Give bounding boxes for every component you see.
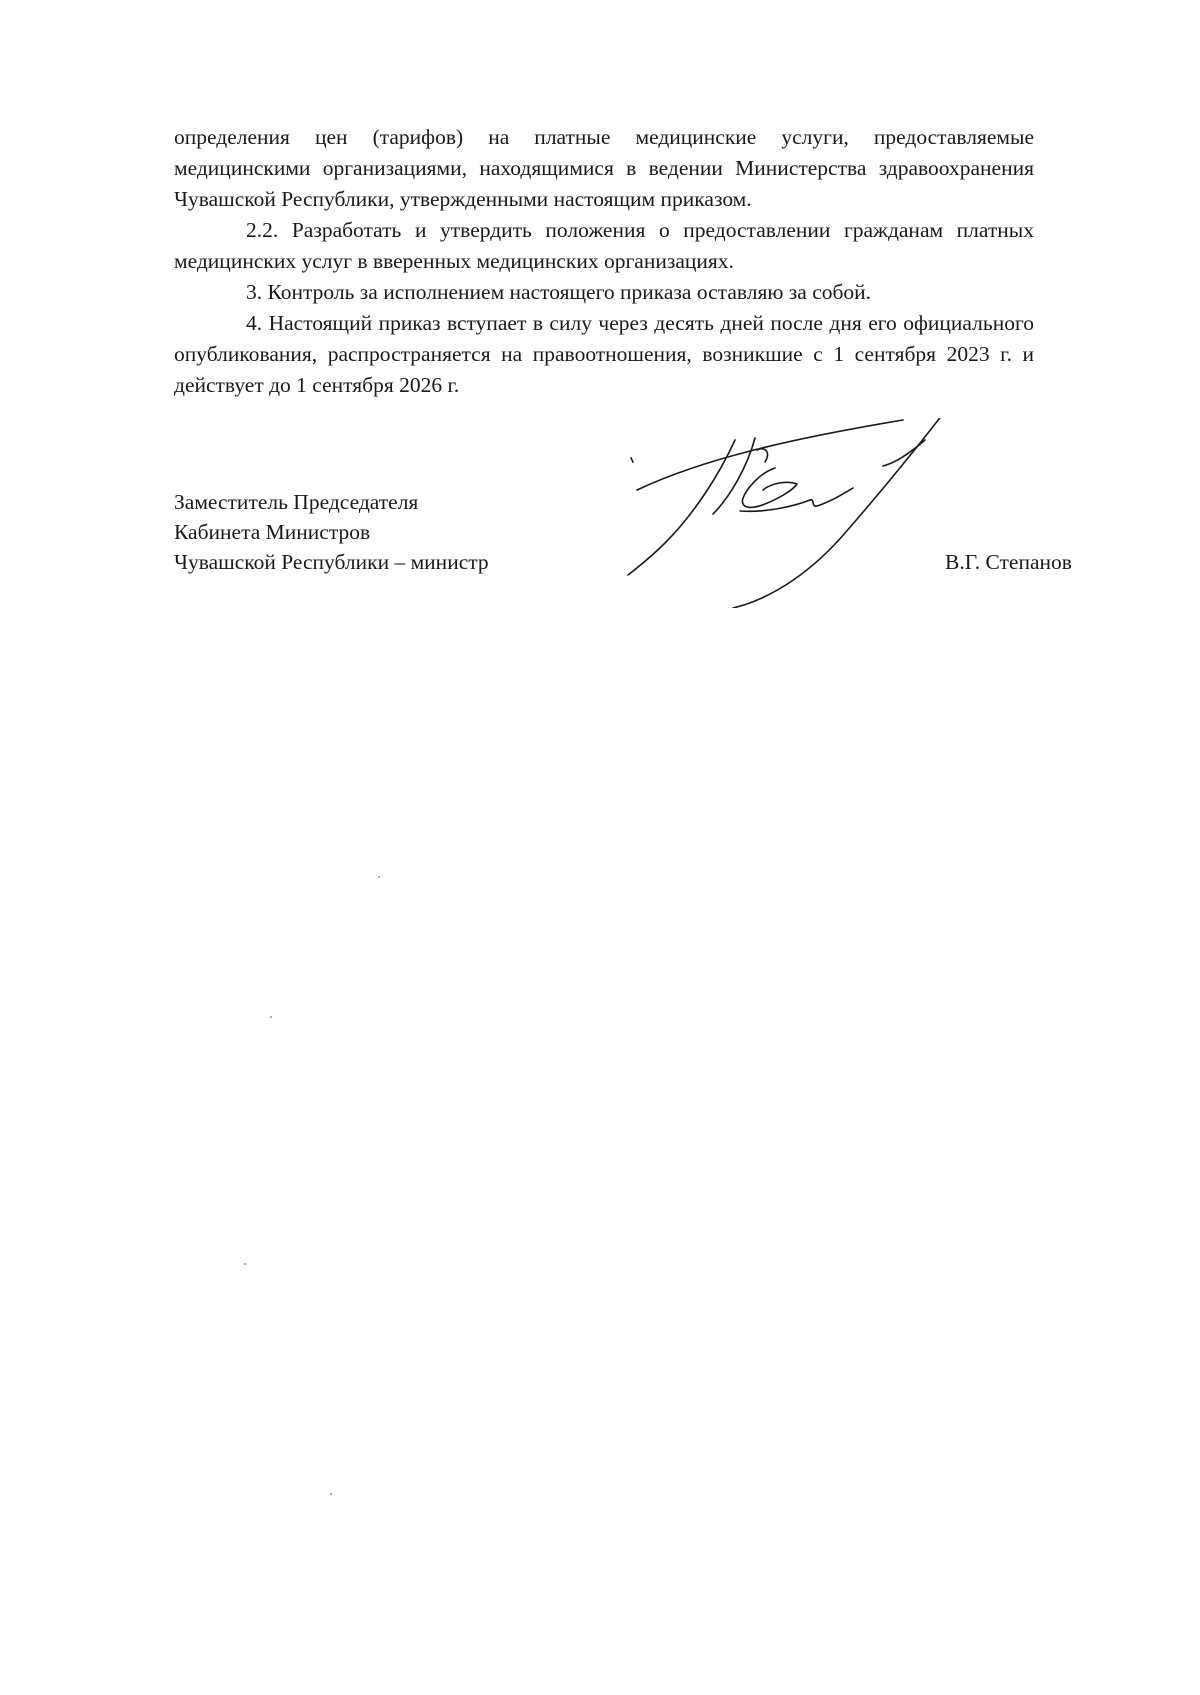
- scan-speck: [378, 876, 380, 878]
- paragraph-3: 3. Контроль за исполнением настоящего приказа оставляю за собой.: [246, 280, 872, 304]
- signature-stroke-second: [713, 438, 755, 514]
- paragraph-continuation: определения цен (тарифов) на платные медицинские услуги, предоставляемые медицинскими организациями, находящимися в ведении Министерства здравоохранения Чувашской Республики, утвержденными настоящим приказом.: [174, 125, 1034, 211]
- paragraph-2-2: 2.2. Разработать и утвердить положения о предоставлении гражданам платных медицинских услуг в вверенных медицинских организациях.: [174, 218, 1034, 273]
- signer-name: В.Г. Степанов: [945, 550, 1072, 574]
- scan-speck: [270, 1016, 272, 1018]
- document-body: [174, 122, 1034, 401]
- handwritten-signature: [625, 418, 1005, 608]
- signature-stroke-top: [637, 420, 903, 490]
- scan-speck: [244, 1263, 246, 1265]
- signature-stroke-tick: [631, 458, 633, 462]
- position-line-3: Чувашской Республики – министр: [174, 550, 489, 574]
- scan-speck: [330, 1493, 332, 1495]
- position-line-1: Заместитель Председателя: [174, 490, 419, 514]
- signatory-position: [174, 487, 594, 577]
- paragraph-4: 4. Настоящий приказ вступает в силу через десять дней после дня его официального опубликования, распространяется на правоотношения, возникшие с 1 сентября 2023 г. и действует до 1 сентября 2026 г.: [174, 311, 1034, 397]
- position-line-2: Кабинета Министров: [174, 520, 371, 544]
- signature-stroke-curl: [757, 449, 767, 462]
- signature-stroke-lower: [740, 488, 853, 511]
- signature-stroke-loop: [742, 468, 797, 507]
